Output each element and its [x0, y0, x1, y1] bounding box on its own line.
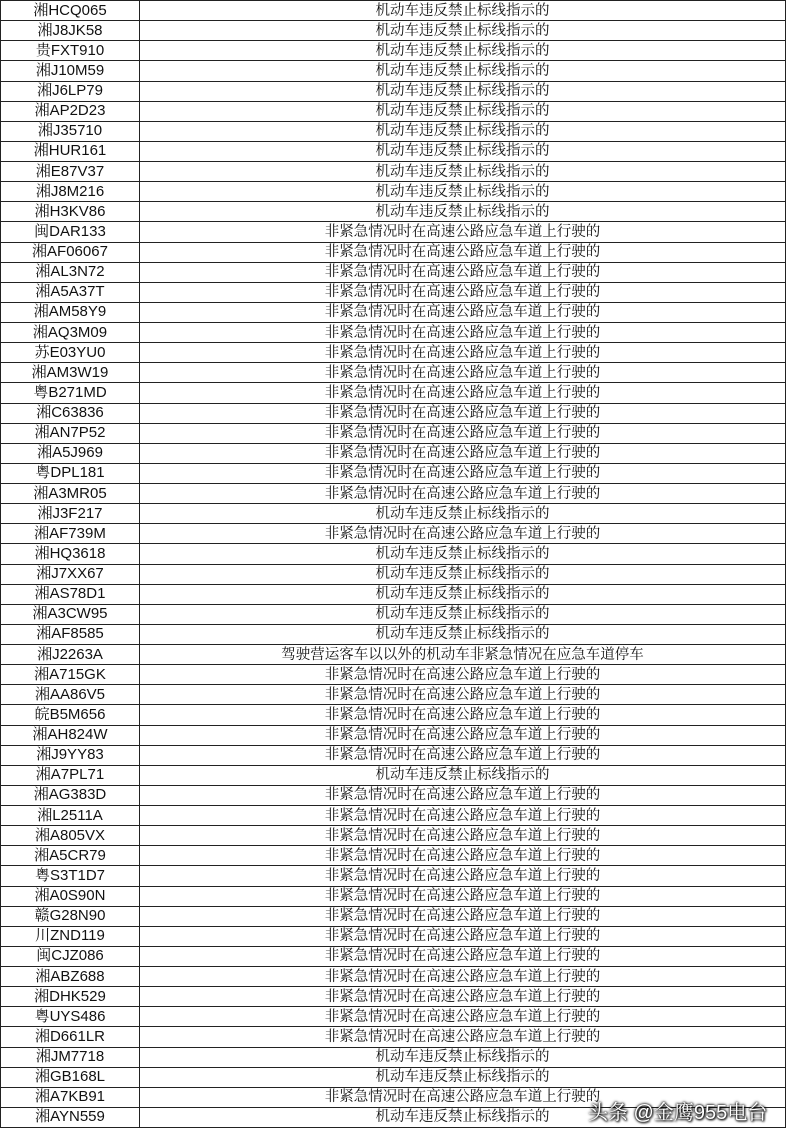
plate-number-cell: 湘AF739M [1, 524, 140, 544]
plate-number-cell: 湘AH824W [1, 725, 140, 745]
violation-description-cell: 非紧急情况时在高速公路应急车道上行驶的 [140, 866, 786, 886]
violation-description-cell: 非紧急情况时在高速公路应急车道上行驶的 [140, 222, 786, 242]
violation-description-cell: 非紧急情况时在高速公路应急车道上行驶的 [140, 906, 786, 926]
table-row [1, 282, 786, 302]
plate-number-cell: 贵FXT910 [1, 41, 140, 61]
table-row [1, 967, 786, 987]
table-row [1, 242, 786, 262]
table-row [1, 564, 786, 584]
violation-description-cell: 机动车违反禁止标线指示的 [140, 765, 786, 785]
table-row [1, 906, 786, 926]
violation-description-cell: 非紧急情况时在高速公路应急车道上行驶的 [140, 403, 786, 423]
violation-description-cell: 非紧急情况时在高速公路应急车道上行驶的 [140, 282, 786, 302]
table-row [1, 363, 786, 383]
plate-number-cell: 湘A5CR79 [1, 846, 140, 866]
plate-number-cell: 湘C63836 [1, 403, 140, 423]
plate-number-cell: 湘GB168L [1, 1067, 140, 1087]
table-row [1, 403, 786, 423]
table-row [1, 323, 786, 343]
table-row [1, 504, 786, 524]
table-row [1, 302, 786, 322]
plate-number-cell: 湘AM3W19 [1, 363, 140, 383]
plate-number-cell: 粤DPL181 [1, 463, 140, 483]
violation-description-cell: 非紧急情况时在高速公路应急车道上行驶的 [140, 383, 786, 403]
plate-number-cell: 粤UYS486 [1, 1007, 140, 1027]
plate-number-cell: 湘AYN559 [1, 1107, 140, 1127]
plate-number-cell: 湘ABZ688 [1, 967, 140, 987]
plate-number-cell: 湘AA86V5 [1, 685, 140, 705]
violation-description-cell: 非紧急情况时在高速公路应急车道上行驶的 [140, 443, 786, 463]
violation-description-cell: 非紧急情况时在高速公路应急车道上行驶的 [140, 967, 786, 987]
plate-number-cell: 闽CJZ086 [1, 946, 140, 966]
violation-description-cell: 机动车违反禁止标线指示的 [140, 604, 786, 624]
table-row [1, 725, 786, 745]
watermark-text: 头条 @金鹰955电台 [588, 1102, 768, 1124]
violation-table-body [1, 1, 786, 1128]
table-row [1, 745, 786, 765]
violation-description-cell: 机动车违反禁止标线指示的 [140, 162, 786, 182]
plate-number-cell: 湘A3CW95 [1, 604, 140, 624]
plate-number-cell: 湘AF06067 [1, 242, 140, 262]
plate-number-cell: 湘J7XX67 [1, 564, 140, 584]
plate-number-cell: 湘A0S90N [1, 886, 140, 906]
table-row [1, 665, 786, 685]
violation-description-cell: 机动车违反禁止标线指示的 [140, 202, 786, 222]
plate-number-cell: 湘A715GK [1, 665, 140, 685]
table-row [1, 604, 786, 624]
plate-number-cell: 湘HUR161 [1, 141, 140, 161]
table-row [1, 463, 786, 483]
plate-number-cell: 湘J2263A [1, 645, 140, 665]
plate-number-cell: 湘AG383D [1, 785, 140, 805]
table-row [1, 645, 786, 665]
plate-number-cell: 湘J8JK58 [1, 21, 140, 41]
violation-description-cell: 非紧急情况时在高速公路应急车道上行驶的 [140, 484, 786, 504]
violation-description-cell: 机动车违反禁止标线指示的 [140, 101, 786, 121]
plate-number-cell: 皖B5M656 [1, 705, 140, 725]
violation-description-cell: 机动车违反禁止标线指示的 [140, 81, 786, 101]
plate-number-cell: 湘AN7P52 [1, 423, 140, 443]
violation-description-cell: 非紧急情况时在高速公路应急车道上行驶的 [140, 886, 786, 906]
violation-description-cell: 机动车违反禁止标线指示的 [140, 141, 786, 161]
table-row [1, 524, 786, 544]
plate-number-cell: 湘E87V37 [1, 162, 140, 182]
plate-number-cell: 粤B271MD [1, 383, 140, 403]
table-row [1, 61, 786, 81]
plate-number-cell: 湘A5A37T [1, 282, 140, 302]
plate-number-cell: 湘H3KV86 [1, 202, 140, 222]
table-row [1, 685, 786, 705]
plate-number-cell: 湘A7KB91 [1, 1087, 140, 1107]
table-row [1, 262, 786, 282]
violation-description-cell: 非紧急情况时在高速公路应急车道上行驶的 [140, 343, 786, 363]
plate-number-cell: 湘A805VX [1, 826, 140, 846]
plate-number-cell: 湘J8M216 [1, 182, 140, 202]
table-row [1, 987, 786, 1007]
table-row [1, 1, 786, 21]
table-row [1, 846, 786, 866]
plate-number-cell: 湘A3MR05 [1, 484, 140, 504]
violation-description-cell: 非紧急情况时在高速公路应急车道上行驶的 [140, 302, 786, 322]
plate-number-cell: 湘AQ3M09 [1, 323, 140, 343]
table-row [1, 584, 786, 604]
violation-description-cell: 机动车违反禁止标线指示的 [140, 564, 786, 584]
plate-number-cell: 湘AL3N72 [1, 262, 140, 282]
violation-description-cell: 机动车违反禁止标线指示的 [140, 1047, 786, 1067]
violation-description-cell: 非紧急情况时在高速公路应急车道上行驶的 [140, 665, 786, 685]
violation-description-cell: 非紧急情况时在高速公路应急车道上行驶的 [140, 785, 786, 805]
table-row [1, 343, 786, 363]
plate-number-cell: 湘J10M59 [1, 61, 140, 81]
plate-number-cell: 湘JM7718 [1, 1047, 140, 1067]
violation-description-cell: 非紧急情况时在高速公路应急车道上行驶的 [140, 1007, 786, 1027]
violation-description-cell: 非紧急情况时在高速公路应急车道上行驶的 [140, 926, 786, 946]
table-row [1, 1067, 786, 1087]
plate-number-cell: 湘J35710 [1, 121, 140, 141]
violation-description-cell: 非紧急情况时在高速公路应急车道上行驶的 [140, 242, 786, 262]
violation-description-cell: 驾驶营运客车以以外的机动车非紧急情况在应急车道停车 [140, 645, 786, 665]
plate-number-cell: 苏E03YU0 [1, 343, 140, 363]
plate-number-cell: 湘J6LP79 [1, 81, 140, 101]
violation-description-cell: 非紧急情况时在高速公路应急车道上行驶的 [140, 262, 786, 282]
plate-number-cell: 湘AS78D1 [1, 584, 140, 604]
table-row [1, 202, 786, 222]
table-row [1, 101, 786, 121]
table-row [1, 81, 786, 101]
violation-description-cell: 非紧急情况时在高速公路应急车道上行驶的 [140, 987, 786, 1007]
table-row [1, 946, 786, 966]
plate-number-cell: 闽DAR133 [1, 222, 140, 242]
plate-number-cell: 湘DHK529 [1, 987, 140, 1007]
table-row [1, 1007, 786, 1027]
table-row [1, 484, 786, 504]
violation-description-cell: 非紧急情况时在高速公路应急车道上行驶的 [140, 826, 786, 846]
violation-description-cell: 机动车违反禁止标线指示的 [140, 41, 786, 61]
violation-description-cell: 非紧急情况时在高速公路应急车道上行驶的 [140, 806, 786, 826]
plate-number-cell: 湘L2511A [1, 806, 140, 826]
violation-description-cell: 机动车违反禁止标线指示的 [140, 121, 786, 141]
violation-description-cell: 非紧急情况时在高速公路应急车道上行驶的 [140, 685, 786, 705]
table-row [1, 162, 786, 182]
table-row [1, 383, 786, 403]
plate-number-cell: 湘AP2D23 [1, 101, 140, 121]
violation-description-cell: 非紧急情况时在高速公路应急车道上行驶的 [140, 846, 786, 866]
table-row [1, 121, 786, 141]
table-row [1, 806, 786, 826]
violation-description-cell: 机动车违反禁止标线指示的 [140, 544, 786, 564]
plate-number-cell: 湘J3F217 [1, 504, 140, 524]
table-row [1, 1027, 786, 1047]
violation-description-cell: 非紧急情况时在高速公路应急车道上行驶的 [140, 463, 786, 483]
table-row [1, 21, 786, 41]
violation-description-cell: 机动车违反禁止标线指示的 [140, 584, 786, 604]
table-row [1, 41, 786, 61]
violation-description-cell: 非紧急情况时在高速公路应急车道上行驶的 [140, 1087, 786, 1107]
plate-number-cell: 川ZND119 [1, 926, 140, 946]
plate-number-cell: 粤S3T1D7 [1, 866, 140, 886]
violation-description-cell: 非紧急情况时在高速公路应急车道上行驶的 [140, 323, 786, 343]
table-row [1, 443, 786, 463]
table-row [1, 141, 786, 161]
plate-number-cell: 湘HQ3618 [1, 544, 140, 564]
plate-number-cell: 湘D661LR [1, 1027, 140, 1047]
table-row [1, 765, 786, 785]
violation-description-cell: 机动车违反禁止标线指示的 [140, 1, 786, 21]
table-row [1, 624, 786, 644]
table-row [1, 926, 786, 946]
plate-number-cell: 赣G28N90 [1, 906, 140, 926]
violation-description-cell: 机动车违反禁止标线指示的 [140, 504, 786, 524]
table-row [1, 886, 786, 906]
violation-description-cell: 机动车违反禁止标线指示的 [140, 21, 786, 41]
violation-description-cell: 非紧急情况时在高速公路应急车道上行驶的 [140, 725, 786, 745]
violation-description-cell: 非紧急情况时在高速公路应急车道上行驶的 [140, 745, 786, 765]
violation-description-cell: 机动车违反禁止标线指示的 [140, 1067, 786, 1087]
violation-description-cell: 机动车违反禁止标线指示的 [140, 624, 786, 644]
table-row [1, 785, 786, 805]
plate-number-cell: 湘A5J969 [1, 443, 140, 463]
table-row [1, 705, 786, 725]
plate-number-cell: 湘HCQ065 [1, 1, 140, 21]
violation-description-cell: 机动车违反禁止标线指示的 [140, 1107, 786, 1127]
table-row [1, 222, 786, 242]
violation-description-cell: 机动车违反禁止标线指示的 [140, 61, 786, 81]
violation-description-cell: 非紧急情况时在高速公路应急车道上行驶的 [140, 705, 786, 725]
table-row [1, 182, 786, 202]
plate-number-cell: 湘AM58Y9 [1, 302, 140, 322]
table-row [1, 1047, 786, 1067]
violation-description-cell: 非紧急情况时在高速公路应急车道上行驶的 [140, 423, 786, 443]
violation-description-cell: 机动车违反禁止标线指示的 [140, 182, 786, 202]
plate-number-cell: 湘AF8585 [1, 624, 140, 644]
violation-description-cell: 非紧急情况时在高速公路应急车道上行驶的 [140, 1027, 786, 1047]
table-row [1, 423, 786, 443]
table-row [1, 826, 786, 846]
table-row [1, 866, 786, 886]
violation-description-cell: 非紧急情况时在高速公路应急车道上行驶的 [140, 363, 786, 383]
violation-description-cell: 非紧急情况时在高速公路应急车道上行驶的 [140, 946, 786, 966]
violation-description-cell: 非紧急情况时在高速公路应急车道上行驶的 [140, 524, 786, 544]
plate-number-cell: 湘A7PL71 [1, 765, 140, 785]
plate-number-cell: 湘J9YY83 [1, 745, 140, 765]
table-row [1, 544, 786, 564]
